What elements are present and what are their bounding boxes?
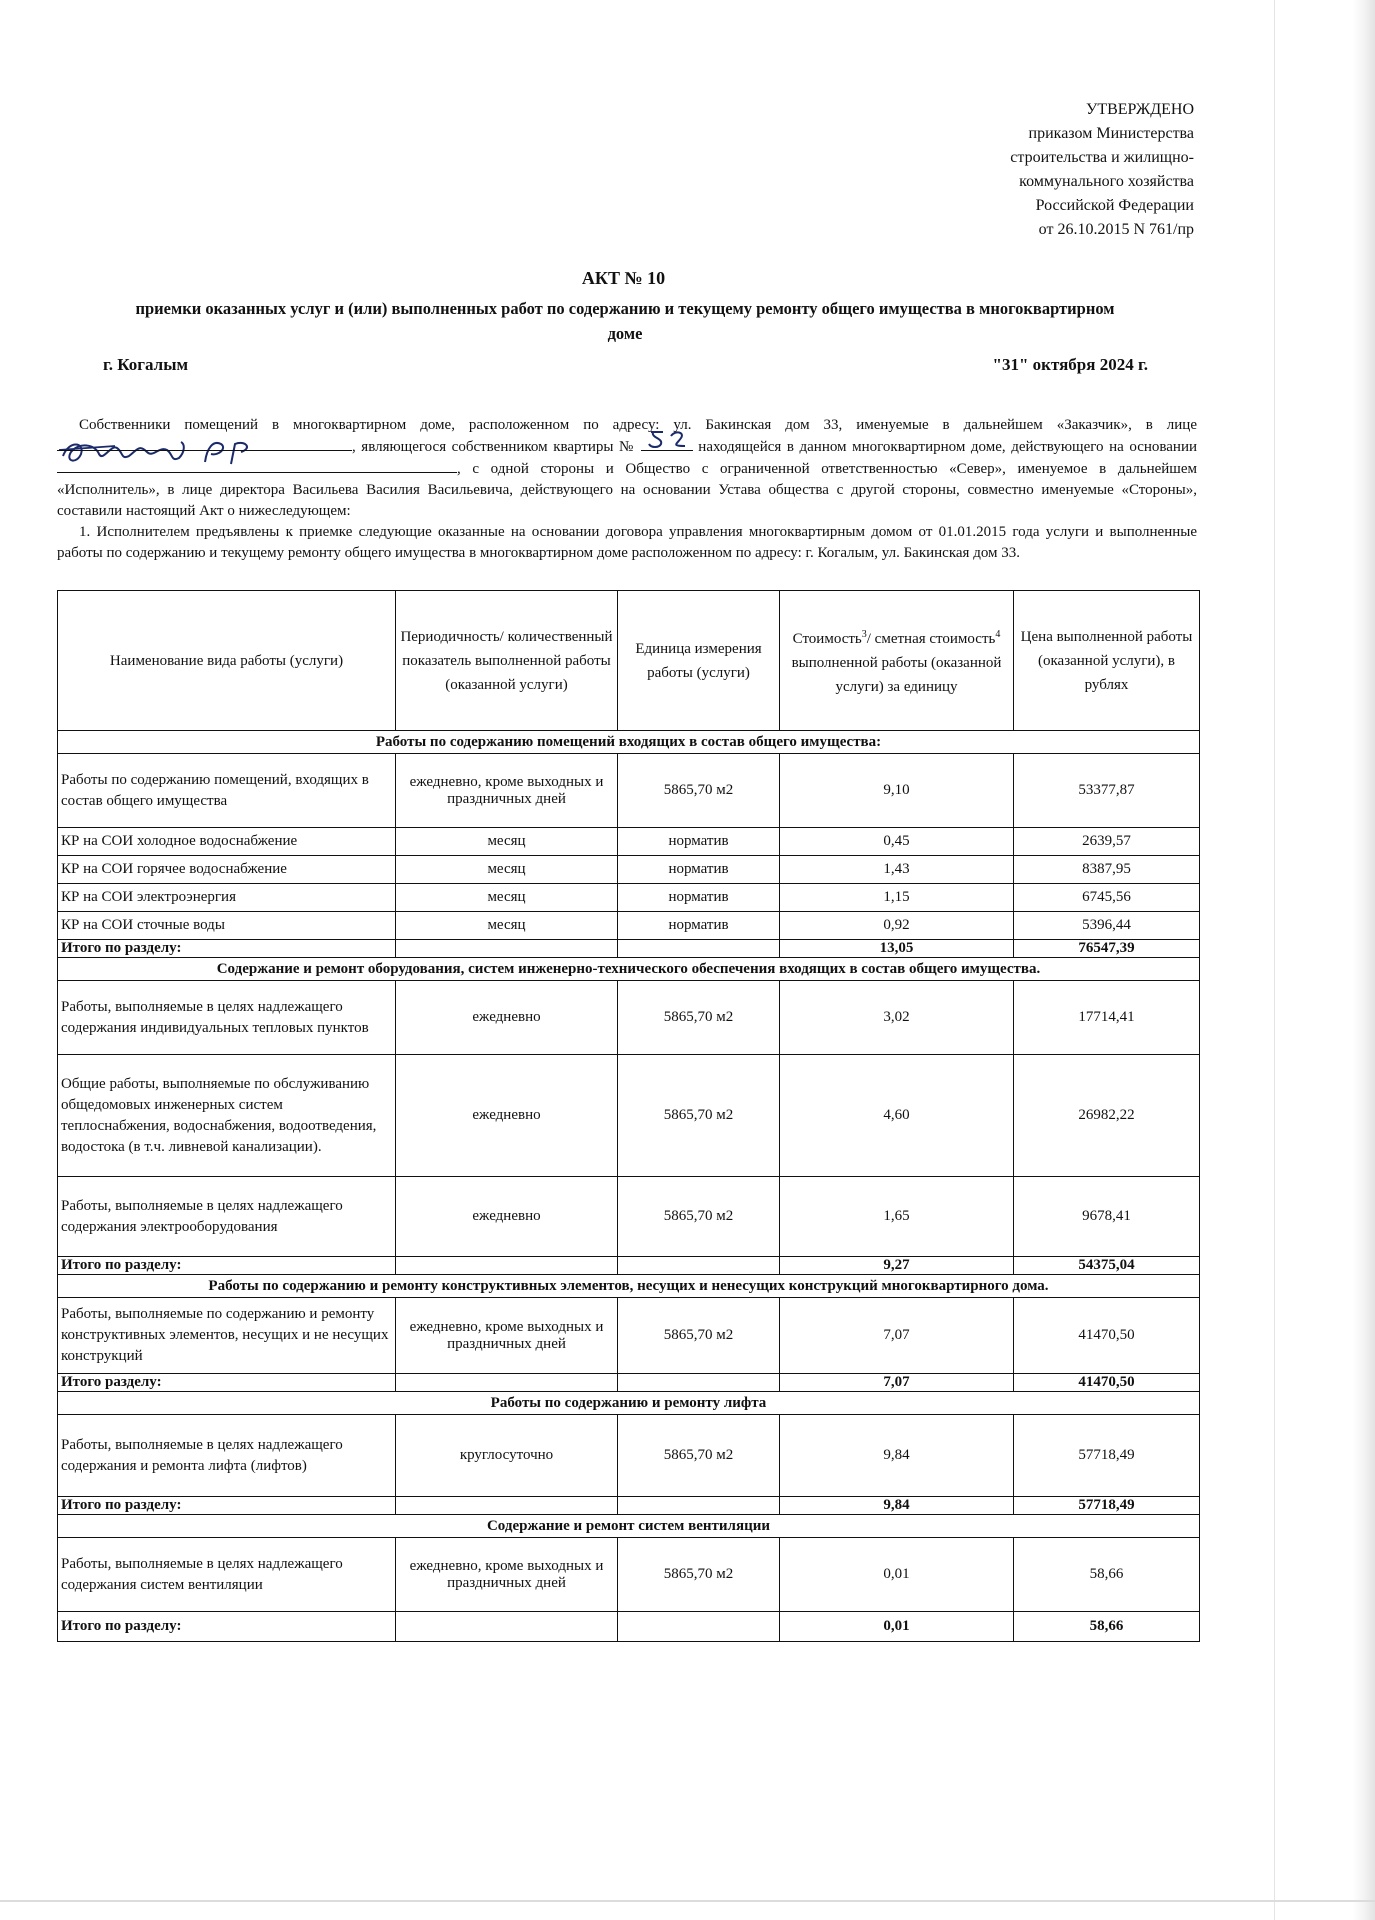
work-cost: 4,60 <box>780 1055 1014 1177</box>
table-row <box>58 754 1200 828</box>
work-cost: 0,92 <box>780 912 1014 940</box>
total-empty <box>618 1374 780 1392</box>
section-total-row <box>58 940 1200 958</box>
header-name: Наименование вида работы (услуги) <box>58 591 396 731</box>
table-row <box>58 1298 1200 1374</box>
act-city: г. Когалым <box>103 355 189 374</box>
owners-text: Собственники помещений в многоквартирном доме, расположенном по адресу: ул. Бакинская дом 33, именуемые в дальнейшем «Заказчик», в лице <box>79 417 1197 433</box>
table-row <box>58 1055 1200 1177</box>
table-row <box>58 1538 1200 1612</box>
header-cost-text: / сметная стоимость <box>866 630 996 647</box>
header-cost-text: выполненной работы (оказанной услуги) за единицу <box>791 654 1002 695</box>
total-empty <box>618 1257 780 1275</box>
total-cost: 0,01 <box>780 1612 1014 1642</box>
work-price: 58,66 <box>1014 1538 1200 1612</box>
work-cost: 9,84 <box>780 1415 1014 1497</box>
section-title: Содержание и ремонт оборудования, систем инженерно-технического обеспечения входящих в состав общего имущества. <box>58 958 1200 981</box>
intro-paragraph <box>57 415 1197 564</box>
work-price: 57718,49 <box>1014 1415 1200 1497</box>
work-price: 53377,87 <box>1014 754 1200 828</box>
total-cost: 9,84 <box>780 1497 1014 1515</box>
section-header <box>58 958 1200 981</box>
work-period: месяц <box>396 912 618 940</box>
total-empty <box>396 940 618 958</box>
work-cost: 1,43 <box>780 856 1014 884</box>
section-title: Работы по содержанию и ремонту конструктивных элементов, несущих и ненесущих конструкций многоквартирного дома. <box>58 1275 1200 1298</box>
header-price: Цена выполненной работы (оказанной услуги), в рублях <box>1014 591 1200 731</box>
work-period: ежедневно, кроме выходных и праздничных дней <box>396 754 618 828</box>
total-cost: 13,05 <box>780 940 1014 958</box>
work-period: месяц <box>396 884 618 912</box>
total-label: Итого по разделу: <box>58 1497 396 1515</box>
work-period: круглосуточно <box>396 1415 618 1497</box>
approval-line: от 26.10.2015 N 761/пр <box>1038 221 1194 238</box>
work-unit: норматив <box>618 856 780 884</box>
work-name: КР на СОИ холодное водоснабжение <box>58 828 396 856</box>
scan-bottom-edge <box>0 1900 1375 1902</box>
footnote-mark: 4 <box>995 628 1001 640</box>
total-empty <box>396 1374 618 1392</box>
work-cost: 1,65 <box>780 1177 1014 1257</box>
work-cost: 7,07 <box>780 1298 1014 1374</box>
total-label: Итого разделу: <box>58 1374 396 1392</box>
total-label: Итого по разделу: <box>58 1612 396 1642</box>
work-unit: 5865,70 м2 <box>618 1055 780 1177</box>
work-cost: 0,45 <box>780 828 1014 856</box>
table-row <box>58 856 1200 884</box>
work-unit: 5865,70 м2 <box>618 754 780 828</box>
parties-clause <box>57 415 1197 522</box>
table-row <box>58 1177 1200 1257</box>
approval-line: коммунального хозяйства <box>1019 173 1194 190</box>
total-empty <box>396 1257 618 1275</box>
in-building-text: находящейся в данном многоквартирном доме, действующего на основании <box>698 439 1198 455</box>
owner-name-blank <box>57 436 352 451</box>
work-unit: 5865,70 м2 <box>618 1177 780 1257</box>
total-empty <box>618 1497 780 1515</box>
header-unit: Единица измерения работы (услуги) <box>618 591 780 731</box>
approval-line: УТВЕРЖДЕНО <box>1085 101 1194 118</box>
approval-stamp-text <box>1010 98 1194 242</box>
apartment-number-blank <box>641 436 693 451</box>
work-name: Работы, выполняемые в целях надлежащего содержания индивидуальных тепловых пунктов <box>58 981 396 1055</box>
work-name: КР на СОИ сточные воды <box>58 912 396 940</box>
work-period: месяц <box>396 828 618 856</box>
act-title: приемки оказанных услуг и (или) выполненных работ по содержанию и текущему ремонту общего имущества в многоквартирном доме <box>135 299 1115 343</box>
total-cost: 9,27 <box>780 1257 1014 1275</box>
work-name: Общие работы, выполняемые по обслуживанию общедомовых инженерных систем теплоснабжения, водоснабжения, водоотведения, водостока (в т.ч. ливневой канализации). <box>58 1055 396 1177</box>
act-date: "31" октября 2024 г. <box>992 355 1148 374</box>
works-table <box>57 590 1200 1642</box>
contractor-text: , с одной стороны и Общество с ограниченной ответственностью «Север», именуемое в дальнейшем «Исполнитель», в лице директора Васильева Василия Васильевича, действующего на основании Устава общества с другой стороны, совместно именуемые «Стороны», составили настоящий Акт о нижеследующем: <box>57 461 1197 519</box>
section-title: Работы по содержанию и ремонту лифта <box>58 1392 1200 1415</box>
approval-line: приказом Министерства <box>1028 125 1194 142</box>
work-price: 2639,57 <box>1014 828 1200 856</box>
total-price: 54375,04 <box>1014 1257 1200 1275</box>
header-period: Периодичность/ количественный показатель выполненной работы (оказанной услуги) <box>396 591 618 731</box>
section-title: Работы по содержанию помещений входящих в состав общего имущества: <box>58 731 1200 754</box>
work-name: Работы, выполняемые в целях надлежащего содержания электрооборудования <box>58 1177 396 1257</box>
work-name: КР на СОИ электроэнергия <box>58 884 396 912</box>
work-name: Работы, выполняемые в целях надлежащего содержания и ремонта лифта (лифтов) <box>58 1415 396 1497</box>
work-period: ежедневно <box>396 981 618 1055</box>
total-label: Итого по разделу: <box>58 1257 396 1275</box>
table-row <box>58 1415 1200 1497</box>
section-header <box>58 1275 1200 1298</box>
work-period: ежедневно <box>396 1055 618 1177</box>
work-period: ежедневно <box>396 1177 618 1257</box>
clause-1: 1. Исполнителем предъявлены к приемке следующие оказанные на основании договора управления многоквартирным домом от 01.01.2015 года услуги и выполненные работы по содержанию и текущему ремонту общего имущества в многоквартирном доме расположенном по адресу: г. Когалым, ул. Бакинская дом 33. <box>57 524 1197 561</box>
total-cost: 7,07 <box>780 1374 1014 1392</box>
section-total-row <box>58 1257 1200 1275</box>
work-unit: 5865,70 м2 <box>618 1298 780 1374</box>
apartment-text: , являющегося собственником квартиры № <box>352 439 636 455</box>
work-name: КР на СОИ горячее водоснабжение <box>58 856 396 884</box>
work-unit: норматив <box>618 912 780 940</box>
section-title: Содержание и ремонт систем вентиляции <box>58 1515 1200 1538</box>
table-row <box>58 884 1200 912</box>
header-cost-text: Стоимость <box>792 630 862 647</box>
basis-blank <box>57 458 457 473</box>
work-unit: норматив <box>618 884 780 912</box>
section-total-row <box>58 1612 1200 1642</box>
work-name: Работы, выполняемые в целях надлежащего содержания систем вентиляции <box>58 1538 396 1612</box>
total-empty <box>618 1612 780 1642</box>
scan-fold-line <box>1274 0 1275 1920</box>
total-empty <box>618 940 780 958</box>
work-period: месяц <box>396 856 618 884</box>
total-price: 58,66 <box>1014 1612 1200 1642</box>
work-price: 6745,56 <box>1014 884 1200 912</box>
footnote-mark: 3 <box>861 628 867 640</box>
work-unit: норматив <box>618 828 780 856</box>
table-row <box>58 828 1200 856</box>
scan-edge-shadow <box>1353 0 1375 1920</box>
section-header <box>58 731 1200 754</box>
approval-line: строительства и жилищно- <box>1010 149 1194 166</box>
work-cost: 1,15 <box>780 884 1014 912</box>
total-empty <box>396 1497 618 1515</box>
work-period: ежедневно, кроме выходных и праздничных дней <box>396 1298 618 1374</box>
work-price: 8387,95 <box>1014 856 1200 884</box>
work-name: Работы по содержанию помещений, входящих в состав общего имущества <box>58 754 396 828</box>
total-price: 57718,49 <box>1014 1497 1200 1515</box>
header-cost <box>780 591 1014 731</box>
work-price: 41470,50 <box>1014 1298 1200 1374</box>
handwritten-apartment-number <box>645 428 697 450</box>
total-label: Итого по разделу: <box>58 940 396 958</box>
work-name: Работы, выполняемые по содержанию и ремонту конструктивных элементов, несущих и не несущих конструкций <box>58 1298 396 1374</box>
total-empty <box>396 1612 618 1642</box>
work-price: 5396,44 <box>1014 912 1200 940</box>
work-cost: 3,02 <box>780 981 1014 1055</box>
table-row <box>58 912 1200 940</box>
act-number: АКТ № 10 <box>581 268 666 288</box>
section-total-row <box>58 1497 1200 1515</box>
work-unit: 5865,70 м2 <box>618 981 780 1055</box>
work-price: 26982,22 <box>1014 1055 1200 1177</box>
section-total-row <box>58 1374 1200 1392</box>
work-unit: 5865,70 м2 <box>618 1538 780 1612</box>
table-row <box>58 981 1200 1055</box>
work-period: ежедневно, кроме выходных и праздничных дней <box>396 1538 618 1612</box>
approval-line: Российской Федерации <box>1035 197 1194 214</box>
work-cost: 0,01 <box>780 1538 1014 1612</box>
total-price: 76547,39 <box>1014 940 1200 958</box>
work-price: 9678,41 <box>1014 1177 1200 1257</box>
work-price: 17714,41 <box>1014 981 1200 1055</box>
work-unit: 5865,70 м2 <box>618 1415 780 1497</box>
total-price: 41470,50 <box>1014 1374 1200 1392</box>
section-header <box>58 1392 1200 1415</box>
table-header-row <box>58 591 1200 731</box>
section-header <box>58 1515 1200 1538</box>
work-cost: 9,10 <box>780 754 1014 828</box>
